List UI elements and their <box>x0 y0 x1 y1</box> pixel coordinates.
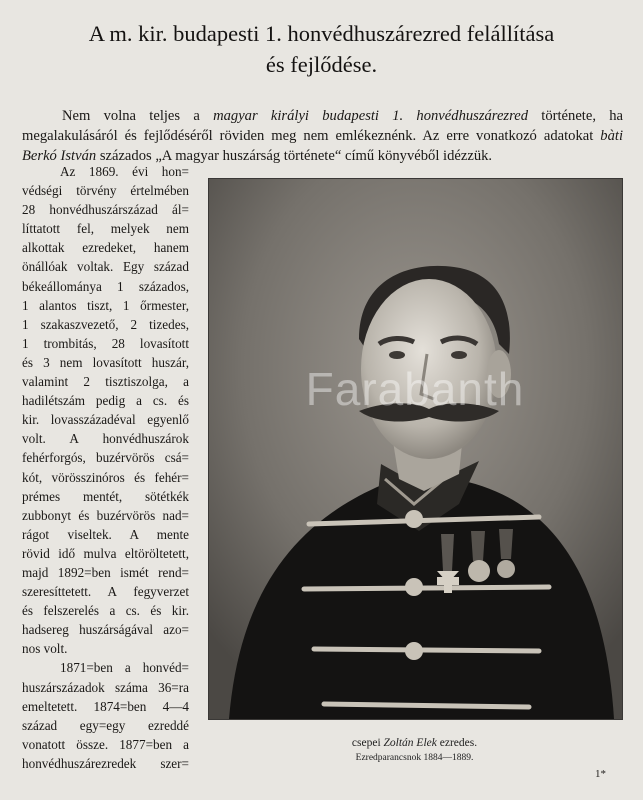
page-title <box>20 18 623 80</box>
column-line: védségi törvény értelmében <box>22 183 189 199</box>
intro-text-3: százados „A magyar huszárság története“ című könyvéből idézzük. <box>96 148 493 164</box>
column-line: 1 szakaszvezető, 2 tizedes, <box>22 316 189 332</box>
title-line-2: és fejlődése. <box>265 52 378 77</box>
intro-text-2: története, ha megalakulásáról és fejlődéséről röviden meg nem emlékeznénk. Az erre vonatkozó adatokat <box>22 108 623 144</box>
column-line: nos volt. <box>22 641 68 657</box>
caption-prefix: csepei <box>351 737 384 749</box>
column-line: fehérforgós, buzérvörös csá= <box>22 450 189 466</box>
caption-suffix: ezredes. <box>436 737 478 749</box>
column-line: 1871=ben a honvéd= <box>60 660 189 676</box>
page-number: 1* <box>595 768 606 780</box>
column-line: kir. lovasszázadéval egyenlő <box>22 412 189 428</box>
portrait-photo <box>208 178 623 720</box>
column-line: hadsereg huszárságával azo= <box>22 622 189 638</box>
intro-paragraph <box>22 106 623 166</box>
watermark: Farabanth <box>305 363 525 415</box>
intro-text-1: Nem volna teljes a <box>62 108 214 124</box>
column-line: rövid idő mulva eltöröltetett, <box>22 545 189 561</box>
column-line: valamint 2 tisztiszolga, a <box>22 374 189 390</box>
column-line: huszárszázadok száma 36=ra <box>22 679 189 695</box>
column-line: prémes mentét, sötétkék <box>22 488 189 504</box>
column-line: emeltetett. 1874=ben 4—4 <box>22 698 189 714</box>
column-line: század egy=egy ezreddé <box>22 717 189 733</box>
column-line: kót, vörösszinóros és fehér= <box>22 469 189 485</box>
column-line: 28 honvédhuszárszázad ál= <box>22 202 189 218</box>
column-line: 1 alantos tiszt, 1 őrmester, <box>22 297 189 313</box>
column-line: békeállománya 1 százados, <box>22 278 189 294</box>
column-line: Az 1869. évi hon= <box>60 164 189 179</box>
column-line: és felszerelés a cs. és kir. <box>22 603 189 619</box>
title-line-1: A m. kir. budapesti 1. honvédhuszárezred felállítása <box>88 21 555 46</box>
column-line: volt. A honvédhuszárok <box>22 431 189 447</box>
caption-name: Zoltán Elek <box>383 737 437 749</box>
column-line: szeresíttetett. A fegyverzet <box>22 584 189 600</box>
column-line: 1 trombitás, 28 lovasított <box>22 335 189 351</box>
column-line: majd 1892=ben ismét rend= <box>22 564 189 580</box>
portrait-illustration <box>209 179 622 719</box>
photo-subcaption: Ezredparancsnok 1884—1889. <box>355 753 474 763</box>
column-line: önállóak voltak. Egy század <box>22 259 189 275</box>
column-line: líttatott fel, melyek nem <box>22 221 189 237</box>
column-line: honvédhuszárezredek szer= <box>22 755 189 771</box>
column-line: rágot viseltek. A mente <box>22 526 189 542</box>
column-line: hadilétszám pedig a cs. és <box>22 393 189 409</box>
intro-italic-regiment: magyar királyi budapesti 1. honvédhuszárezred <box>213 108 529 124</box>
column-line: vonatott össze. 1877=ben a <box>22 736 189 752</box>
photo-caption <box>208 737 621 749</box>
column-line: és 3 nem lovasított huszár, <box>22 354 189 370</box>
body-column <box>22 162 189 773</box>
column-line: alkottak ezredeket, hanem <box>22 240 189 256</box>
intro-italic-author: bàti Berkó István <box>22 128 623 164</box>
column-line: zubbonyt és buzérvörös nad= <box>22 507 189 523</box>
